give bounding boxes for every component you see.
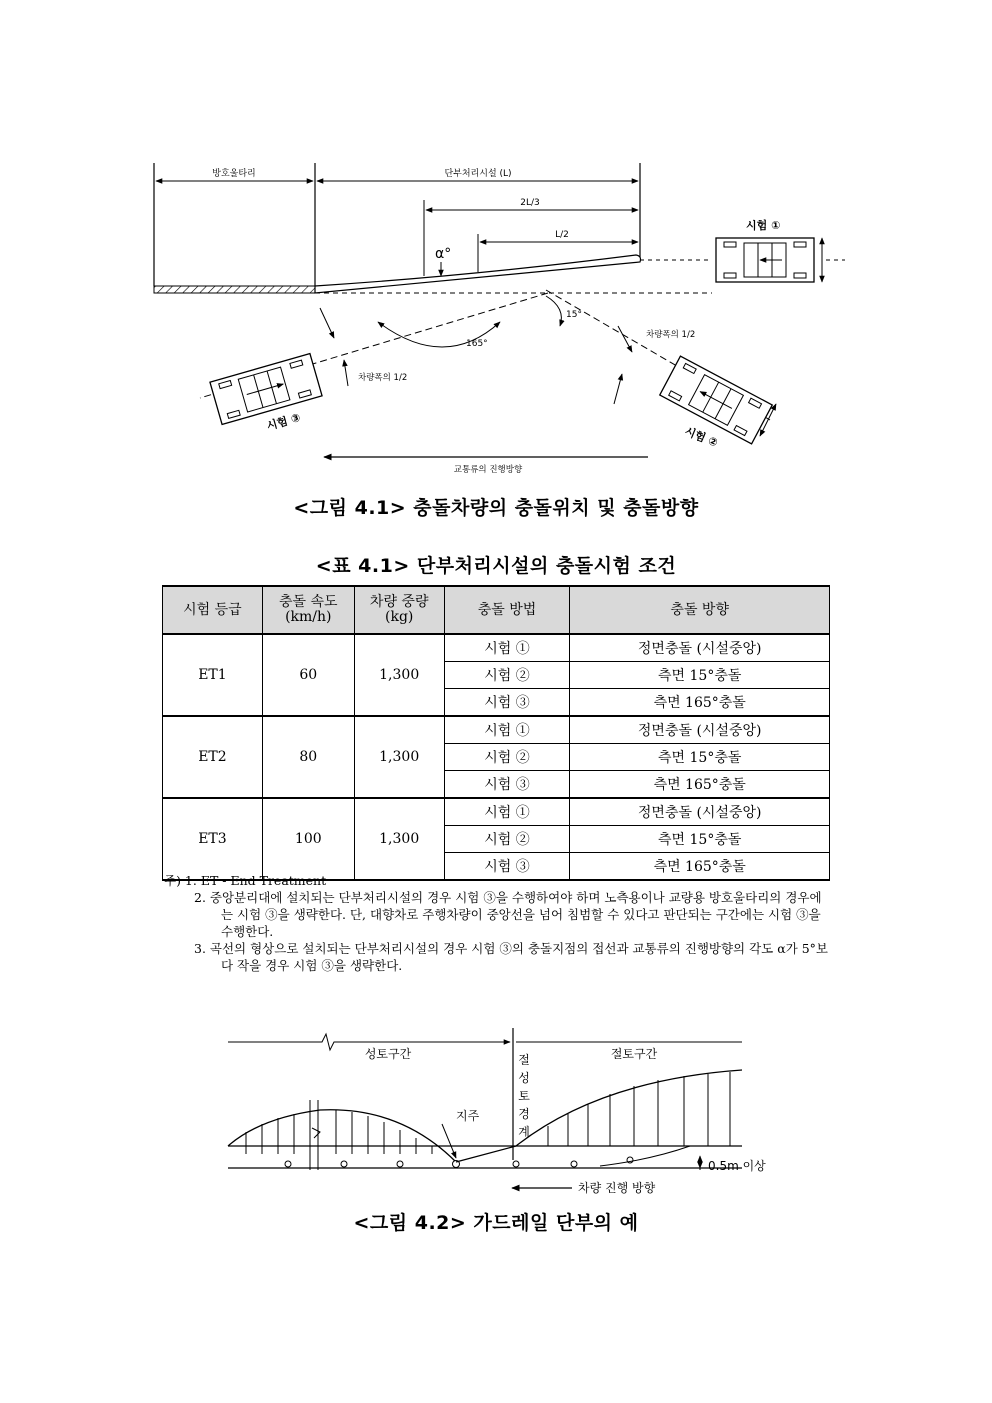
header-weight: 차량 중량 (kg) <box>354 586 444 634</box>
note-3: 3. 곡선의 형상으로 설치되는 단부처리시설의 경우 시험 ③의 충돌지점의 접선과 교통류의 진행방향의 각도 α가 5°보다 작을 경우 시험 ③을 생략한다. <box>194 941 828 973</box>
grade-cell: ET1 <box>163 634 263 716</box>
figure-4-2-diagram <box>0 1020 992 1205</box>
direction-cell: 측면 165°충돌 <box>570 771 830 799</box>
half-label: L/2 <box>555 230 569 240</box>
direction-cell: 정면충돌 (시설중앙) <box>570 798 830 826</box>
figure-4-2-caption: <그림 4.2> 가드레일 단부의 예 <box>353 1212 639 1234</box>
note-2: 2. 중앙분리대에 설치되는 단부처리시설의 경우 시험 ③을 수행하여야 하며 노측용이나 교량용 방호울타리의 경우에는 시험 ③을 생략한다. 단, 대향차로 주행차량이 중앙선을 넘어 침범할 수 있다고 판단되는 구간에는 시험 ③을 수행한다. <box>194 890 822 939</box>
direction-cell: 측면 165°충돌 <box>570 689 830 717</box>
direction-cell: 측면 15°충돌 <box>570 662 830 689</box>
svg-text:성: 성 <box>518 1071 530 1085</box>
angle-165-label: 165° <box>466 339 488 349</box>
boundary-label <box>518 1052 530 1139</box>
weight-cell: 1,300 <box>354 798 444 880</box>
table-notes <box>164 872 830 974</box>
weight-cell: 1,300 <box>354 634 444 716</box>
figure-4-1-diagram <box>0 0 992 490</box>
header-speed: 충돌 속도 (km/h) <box>262 586 354 634</box>
speed-cell: 80 <box>262 716 354 798</box>
method-cell: 시험 ② <box>444 744 570 771</box>
direction-cell: 측면 15°충돌 <box>570 744 830 771</box>
post-label: 지주 <box>456 1109 480 1123</box>
header-method: 충돌 방법 <box>444 586 570 634</box>
angle-15-label: 15° <box>566 310 582 320</box>
guardrail-bar <box>154 286 315 293</box>
method-cell: 시험 ② <box>444 662 570 689</box>
test2-vehicle <box>660 356 772 444</box>
method-cell: 시험 ① <box>444 716 570 744</box>
test2-label: 시험 ② <box>682 424 720 450</box>
method-cell: 시험 ① <box>444 634 570 662</box>
direction-cell: 측면 15°충돌 <box>570 826 830 853</box>
direction-cell: 정면충돌 (시설중앙) <box>570 716 830 744</box>
cut-section-label: 절토구간 <box>610 1047 658 1061</box>
method-cell: 시험 ③ <box>444 853 570 881</box>
guardrail-label: 방호울타리 <box>212 169 256 179</box>
header-direction: 충돌 방향 <box>570 586 830 634</box>
test1-label: 시험 ① <box>746 219 781 232</box>
half-width-left-label: 차량폭의 1/2 <box>358 373 408 383</box>
fill-section-label: 성토구간 <box>364 1047 412 1061</box>
test3-vehicle <box>210 354 322 425</box>
grade-cell: ET2 <box>163 716 263 798</box>
end-treatment-label: 단부처리시설 (L) <box>444 169 512 179</box>
direction-cell: 정면충돌 (시설중앙) <box>570 634 830 662</box>
method-cell: 시험 ③ <box>444 689 570 717</box>
traffic-direction-label: 교통류의 진행방향 <box>453 465 523 475</box>
grade-cell: ET3 <box>163 798 263 880</box>
method-cell: 시험 ① <box>444 798 570 826</box>
table-row <box>163 798 830 826</box>
svg-text:경: 경 <box>518 1107 530 1121</box>
clearance-label: 0.5m 이상 <box>708 1159 766 1173</box>
vehicle-direction-label: 차량 진행 방향 <box>578 1181 656 1195</box>
test1-vehicle <box>716 238 814 282</box>
crash-test-table <box>162 585 830 881</box>
header-grade: 시험 등급 <box>163 586 263 634</box>
two-thirds-label: 2L/3 <box>520 198 540 208</box>
svg-text:절: 절 <box>518 1053 530 1067</box>
table-header-row <box>163 586 830 634</box>
cut-slope-curve <box>456 1070 742 1162</box>
table-row <box>163 716 830 744</box>
figure-4-1-caption: <그림 4.1> 충돌차량의 충돌위치 및 충돌방향 <box>293 497 699 519</box>
svg-text:계: 계 <box>518 1125 530 1139</box>
test3-label: 시험 ③ <box>265 410 302 433</box>
method-cell: 시험 ② <box>444 826 570 853</box>
table-4-1-title: <표 4.1> 단부처리시설의 충돌시험 조건 <box>315 555 677 577</box>
note-1: 주) 1. ET - End Treatment <box>164 873 327 888</box>
alpha-label: α° <box>435 246 452 262</box>
method-cell: 시험 ③ <box>444 771 570 799</box>
direction-cell: 측면 165°충돌 <box>570 853 830 881</box>
table-row <box>163 634 830 662</box>
speed-cell: 100 <box>262 798 354 880</box>
svg-text:토: 토 <box>518 1089 530 1103</box>
speed-cell: 60 <box>262 634 354 716</box>
weight-cell: 1,300 <box>354 716 444 798</box>
half-width-right-label: 차량폭의 1/2 <box>646 330 696 340</box>
